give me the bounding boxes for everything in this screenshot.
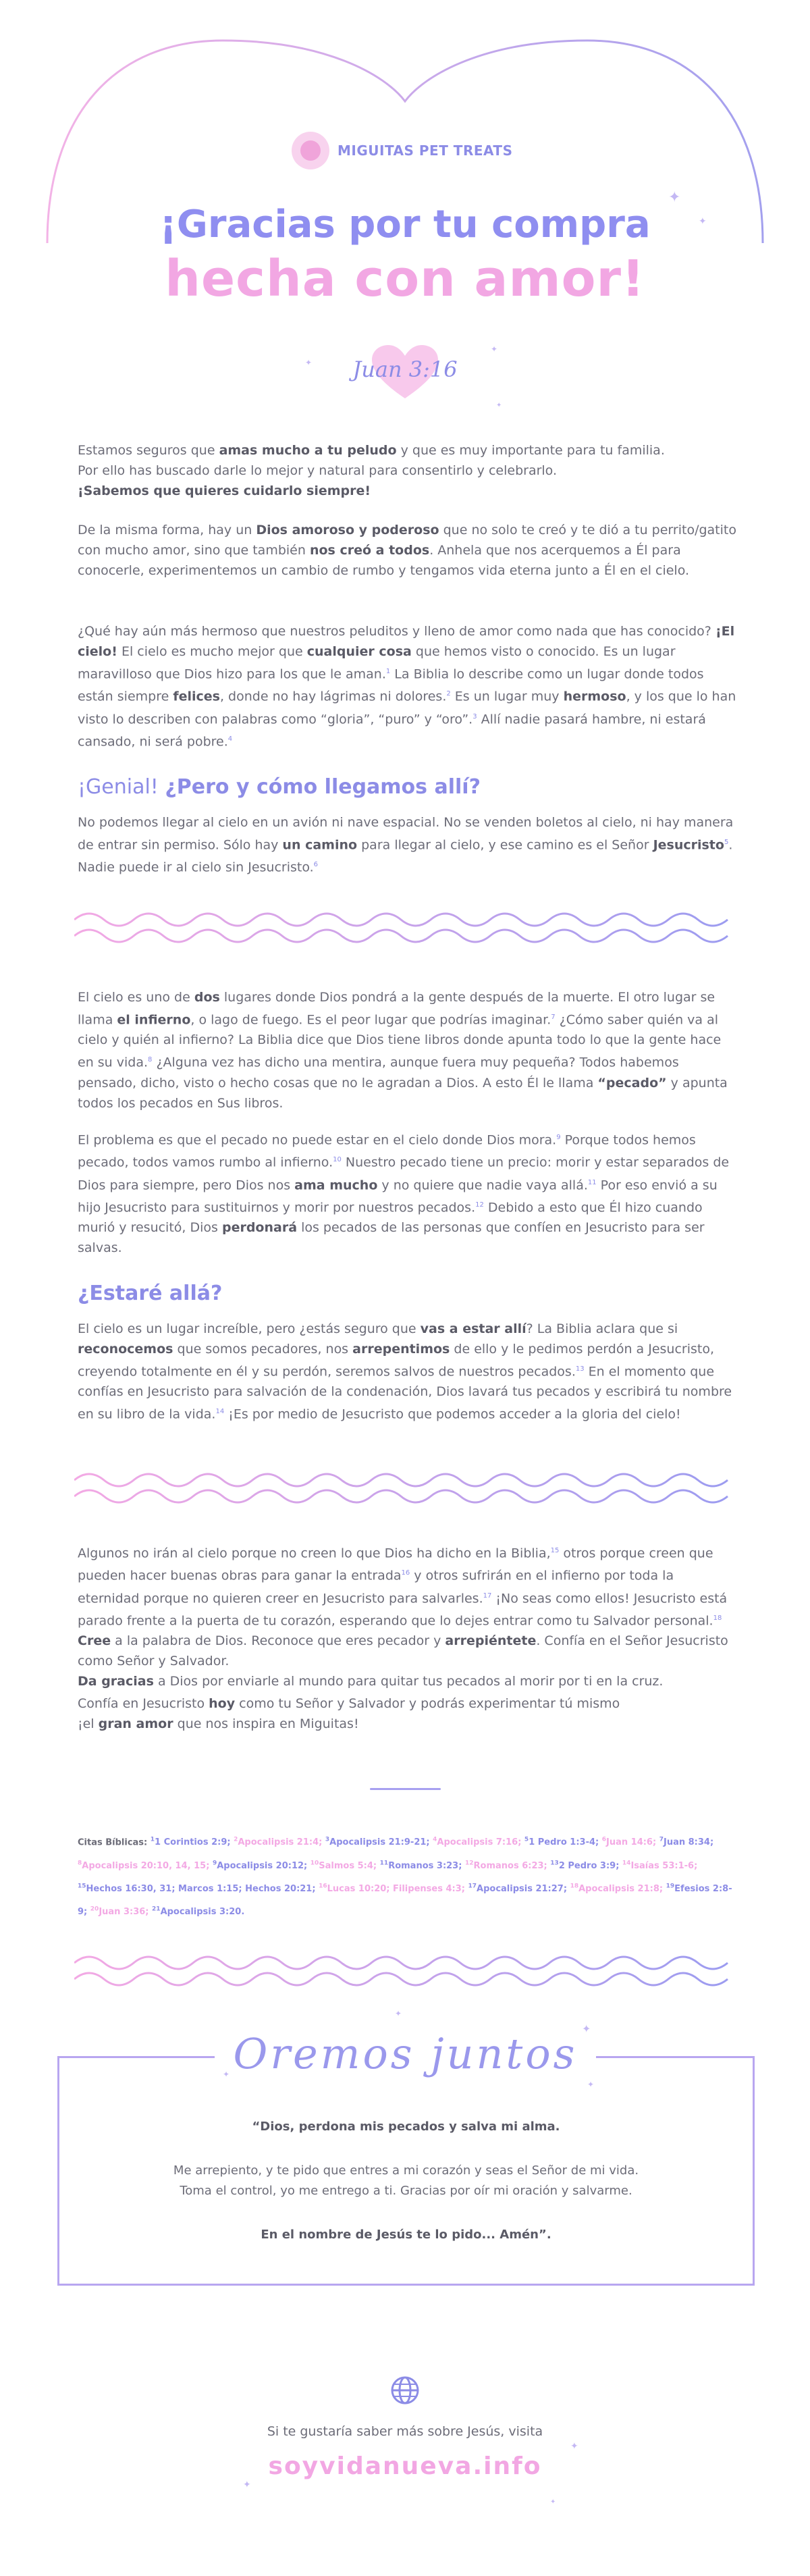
prayer-line-2: Me arrepiento, y te pido que entres a mi corazón y seas el Señor de mi vida.	[173, 2163, 639, 2178]
citation-item: $^{13}$2 Pedro 3:9;	[550, 1860, 622, 1871]
dog-badge-icon	[292, 132, 329, 169]
sparkle-icon: ✦	[491, 344, 498, 354]
section-heading-estare: ¿Estaré allá?	[78, 1282, 223, 1305]
intro-paragraph-2: De la misma forma, hay un Dios amoroso y poderoso que no solo te creó y te dió a tu perrito/gatito con mucho amor, sino que también nos creó a todos. Anhela que nos acerquemos a Él para conocerle, experimentemos un cambio de rumbo y tengamos vida eterna junto a Él en el cielo.	[78, 523, 736, 578]
citation-item: $^2$Apocalipsis 21:4;	[234, 1837, 325, 1848]
citation-item: $^{15}$Hechos 16:30, 31; Marcos 1:15; Hechos 20:21;	[78, 1883, 319, 1894]
globe-icon	[390, 2375, 420, 2405]
sparkle-icon: ✦	[395, 2009, 402, 2018]
citation-item: $^{18}$Apocalipsis 21:8;	[570, 1883, 666, 1894]
citation-item: $^{16}$Lucas 10:20; Filipenses 4:3;	[319, 1883, 468, 1894]
prayer-line-1: “Dios, perdona mis pecados y salva mi alma.	[252, 2120, 560, 2134]
places-paragraph-1: El cielo es uno de dos lugares donde Dios pondrá a la gente después de la muerte. El otro lugar se llama el infierno, o lago de fuego. Es el peor lugar que podrías imaginar.$^7$ ¿Cómo saber quién va al cielo y quién al infierno? La Biblia dice que Dios tiene libros donde apunta todo lo que la gente hace en su vida.$^8$ ¿Alguna vez has dicho una mentira, aunque fuera muy pequeña? Todos habemos pensado, dicho, visto o hecho cosas que no le agradan a Dios. A esto Él le llama “pecado” y apunta todos los pecados en Sus libros.	[78, 990, 728, 1111]
citation-item: $^4$Apocalipsis 7:16;	[433, 1837, 524, 1848]
citation-item: $^5$1 Pedro 1:3-4;	[524, 1837, 602, 1848]
sparkle-icon: ✦	[223, 2070, 230, 2079]
prayer-line-3: Toma el control, yo me entrego a ti. Gracias por oír mi oración y salvarme.	[180, 2184, 632, 2198]
wave-divider	[74, 905, 736, 952]
sparkle-icon: ✦	[243, 2479, 251, 2490]
believe-paragraph-2: Confía en Jesucristo hoy como tu Señor y Salvador y podrás experimentar tú mismo ¡el gran amor que nos inspira en Miguitas!	[78, 1696, 620, 1731]
sparkle-icon: ✦	[668, 189, 681, 206]
citation-item: $^{11}$Romanos 3:23;	[379, 1860, 465, 1871]
wave-divider	[74, 1948, 736, 1995]
bible-citations	[78, 1830, 736, 1922]
citation-item: $^1$1 Corintios 2:9;	[150, 1837, 234, 1848]
citation-item: $^7$Juan 8:34;	[659, 1837, 714, 1848]
brand-logo	[292, 132, 512, 169]
sparkle-icon: ✦	[570, 2441, 578, 2452]
estare-paragraph: El cielo es un lugar increíble, pero ¿estás seguro que vas a estar allí? La Biblia aclara que si reconocemos que somos pecadores, nos arrepentimos de ello y le pedimos perdón a Jesucristo, creyendo totalmente en él y su perdón, seremos salvos de nuestros pecados.$^{13}$ En el momento que confías en Jesucristo para salvación de la condenación, Dios lavará tus pecados y escribirá tu nombre en su libro de la vida.$^{14}$ ¡Es por medio de Jesucristo que podemos acceder a la gloria del cielo!	[78, 1321, 732, 1422]
citation-item: $^{19}$Efesios 2:8-9;	[78, 1883, 732, 1918]
brand-name: MIGUITAS PET TREATS	[338, 142, 513, 159]
sparkle-icon: ✦	[582, 2022, 591, 2035]
citation-item: $^9$Apocalipsis 20:12;	[212, 1860, 310, 1871]
citation-item: $^6$Juan 14:6;	[601, 1837, 659, 1848]
footer-link[interactable]: soyvidanueva.info	[268, 2452, 542, 2480]
places-paragraph-2: El problema es que el pecado no puede estar en el cielo donde Dios mora.$^9$ Porque todos hemos pecado, todos vamos rumbo al infierno.$^{10}$ Nuestro pecado tiene un precio: morir y estar separados de Dios para siempre, pero Dios nos ama mucho y no quiere que nadie vaya allá.$^{11}$ Por eso envió a su hijo Jesucristo para sustituirnos y morir por nuestros pecados.$^{12}$ Debido a esto que Él hizo cuando murió y resucitó, Dios perdonará los pecados de las personas que confíen en Jesucristo para ser salvas.	[78, 1132, 730, 1256]
citation-item: $^8$Apocalipsis 20:10, 14, 15;	[78, 1860, 213, 1871]
citation-item: $^{20}$Juan 3:36;	[90, 1905, 153, 1918]
citations-label: Citas Bíblicas:	[78, 1837, 151, 1848]
citation-item: $^{10}$Salmos 5:4;	[310, 1860, 380, 1871]
intro-paragraph-1: Estamos seguros que amas mucho a tu peludo y que es muy importante para tu familia. Por ello has buscado darle lo mejor y natural para consentirlo y celebrarlo. ¡Sabemos que quieres cuidarlo siempre!	[78, 443, 665, 498]
hero-title-line2: hecha con amor!	[165, 250, 645, 308]
citation-item: $^{12}$Romanos 6:23;	[464, 1860, 551, 1871]
prayer-line-4: En el nombre de Jesús te lo pido... Amén”.	[261, 2228, 551, 2242]
sparkle-icon: ✦	[699, 216, 707, 227]
believe-paragraph-1: Algunos no irán al cielo porque no creen lo que Dios ha dicho en la Biblia,$^{15}$ otros porque creen que pueden hacer buenas obras para ganar la entrada$^{16}$ y otros sufrirán en el infierno por toda la eternidad porque no quieren creer en Jesucristo para salvarles.$^{17}$ ¡No seas como ellos! Jesucristo está parado frente a la puerta de tu corazón, esperando que lo dejes entrar como tu Salvador personal.$^{18}$ Cree a la palabra de Dios. Reconoce que eres pecador y arrepiéntete. Confía en el Señor Jesucristo como Señor y Salvador. Da gracias a Dios por enviarle al mundo para quitar tus pecados al morir por ti en la cruz.	[78, 1546, 728, 1689]
sparkle-icon: ✦	[305, 358, 313, 367]
citation-item: $^3$Apocalipsis 21:9-21;	[325, 1837, 433, 1848]
intro-paragraph-3: ¿Qué hay aún más hermoso que nuestros peluditos y lleno de amor como nada que has conocido? ¡El cielo! El cielo es mucho mejor que cualquier cosa que hemos visto o conocido. Es un lugar maravilloso que Dios hizo para los que le aman.$^1$ La Biblia lo describe como un lugar donde todos están siempre felices, donde no hay lágrimas ni dolores.$^2$ Es un lugar muy hermoso, y los que lo han visto lo describen con palabras como “gloria”, “puro” y “oro”.$^3$ Allí nadie pasará hambre, ni estará cansado, ni será pobre.$^4$	[78, 624, 736, 750]
wave-divider	[74, 1465, 736, 1513]
section-heading-genial: ¡Genial! ¿Pero y cómo llegamos allí?	[78, 775, 481, 799]
citation-item: $^{17}$Apocalipsis 21:27;	[468, 1883, 570, 1894]
footer-text: Si te gustaría saber más sobre Jesús, visita	[267, 2424, 543, 2439]
verse-reference: Juan 3:16	[352, 357, 458, 382]
hero-title-line1: ¡Gracias por tu compra	[159, 203, 651, 246]
short-divider	[370, 1788, 441, 1790]
sparkle-icon: ✦	[496, 402, 502, 409]
citation-item: $^{21}$Apocalipsis 3:20.	[152, 1905, 245, 1918]
citation-item: $^{14}$Isaías 53:1-6;	[622, 1860, 698, 1871]
sparkle-icon: ✦	[550, 2498, 556, 2506]
sparkle-icon: ✦	[587, 2080, 595, 2089]
prayer-title: Oremos juntos	[233, 2029, 578, 2078]
genial-paragraph: No podemos llegar al cielo en un avión ni nave espacial. No se venden boletos al cielo, ni hay manera de entrar sin permiso. Sólo hay un camino para llegar al cielo, y ese camino es el Señor Jesucristo$^5$. Nadie puede ir al cielo sin Jesucristo.$^6$	[78, 815, 734, 875]
